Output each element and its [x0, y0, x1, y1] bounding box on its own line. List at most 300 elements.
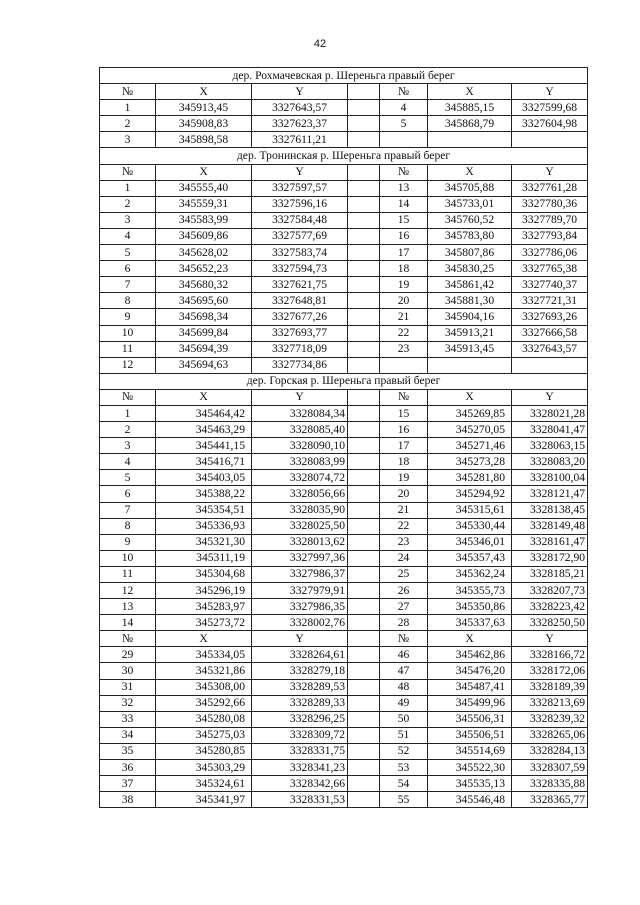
x-coordinate: 345861,42 — [428, 277, 512, 293]
table-row — [100, 357, 588, 373]
column-spacer — [348, 776, 380, 792]
point-number: 14 — [380, 196, 428, 212]
y-coordinate: 3328213,69 — [512, 695, 588, 711]
point-number: 15 — [380, 405, 428, 421]
column-spacer — [348, 100, 380, 116]
column-spacer — [348, 228, 380, 244]
x-coordinate: 345506,51 — [428, 727, 512, 743]
y-coordinate: 3327584,48 — [252, 212, 348, 228]
point-number: 28 — [380, 615, 428, 631]
x-coordinate: 345321,86 — [156, 663, 252, 679]
table-row — [100, 566, 588, 582]
column-spacer — [348, 631, 380, 647]
column-spacer — [348, 534, 380, 550]
y-coordinate: 3327643,57 — [252, 100, 348, 116]
column-spacer — [348, 711, 380, 727]
table-row — [100, 599, 588, 615]
section-troninskaya — [100, 148, 588, 373]
point-number: 27 — [380, 599, 428, 615]
x-coordinate: 345294,92 — [428, 486, 512, 502]
column-spacer — [348, 116, 380, 132]
table-row — [100, 583, 588, 599]
x-coordinate: 345403,05 — [156, 470, 252, 486]
column-spacer — [348, 293, 380, 309]
x-coordinate: 345416,71 — [156, 454, 252, 470]
x-coordinate: 345559,31 — [156, 196, 252, 212]
table-row — [100, 309, 588, 325]
point-number — [380, 357, 428, 373]
table-row — [100, 196, 588, 212]
column-header-row — [100, 84, 588, 100]
x-coordinate — [428, 357, 512, 373]
table-row — [100, 792, 588, 808]
point-number: 13 — [100, 599, 156, 615]
header-y: Y — [512, 84, 588, 100]
column-header-row — [100, 631, 588, 647]
header-number: № — [100, 389, 156, 405]
y-coordinate: 3328090,10 — [252, 438, 348, 454]
x-coordinate: 345334,05 — [156, 647, 252, 663]
point-number: 4 — [100, 228, 156, 244]
y-coordinate: 3327577,69 — [252, 228, 348, 244]
header-number: № — [380, 164, 428, 180]
x-coordinate: 345628,02 — [156, 245, 252, 261]
point-number: 26 — [380, 583, 428, 599]
point-number: 1 — [100, 100, 156, 116]
header-number: № — [380, 84, 428, 100]
x-coordinate: 345462,86 — [428, 647, 512, 663]
column-spacer — [348, 261, 380, 277]
point-number: 3 — [100, 438, 156, 454]
x-coordinate: 345760,52 — [428, 212, 512, 228]
y-coordinate: 3327597,57 — [252, 180, 348, 196]
x-coordinate: 345881,30 — [428, 293, 512, 309]
y-coordinate: 3327740,37 — [512, 277, 588, 293]
y-coordinate: 3327596,16 — [252, 196, 348, 212]
x-coordinate: 345913,21 — [428, 325, 512, 341]
point-number: 6 — [100, 486, 156, 502]
point-number: 20 — [380, 486, 428, 502]
section-title-row — [100, 148, 588, 164]
column-spacer — [348, 583, 380, 599]
point-number: 54 — [380, 776, 428, 792]
point-number: 22 — [380, 518, 428, 534]
x-coordinate: 345337,63 — [428, 615, 512, 631]
point-number: 52 — [380, 743, 428, 759]
x-coordinate: 345270,05 — [428, 422, 512, 438]
x-coordinate: 345362,24 — [428, 566, 512, 582]
x-coordinate: 345281,80 — [428, 470, 512, 486]
point-number: 17 — [380, 438, 428, 454]
table-row — [100, 776, 588, 792]
point-number: 53 — [380, 760, 428, 776]
point-number: 49 — [380, 695, 428, 711]
column-spacer — [348, 422, 380, 438]
y-coordinate: 3328289,33 — [252, 695, 348, 711]
y-coordinate: 3327765,38 — [512, 261, 588, 277]
table-row — [100, 261, 588, 277]
point-number — [380, 132, 428, 148]
point-number: 14 — [100, 615, 156, 631]
point-number: 16 — [380, 228, 428, 244]
x-coordinate: 345341,97 — [156, 792, 252, 808]
y-coordinate: 3328289,53 — [252, 679, 348, 695]
y-coordinate: 3328083,99 — [252, 454, 348, 470]
point-number: 9 — [100, 534, 156, 550]
point-number: 5 — [100, 245, 156, 261]
x-coordinate: 345680,32 — [156, 277, 252, 293]
point-number: 25 — [380, 566, 428, 582]
x-coordinate: 345388,22 — [156, 486, 252, 502]
y-coordinate: 3327986,37 — [252, 566, 348, 582]
column-spacer — [348, 486, 380, 502]
table-row — [100, 615, 588, 631]
table-row — [100, 245, 588, 261]
y-coordinate: 3328265,06 — [512, 727, 588, 743]
point-number: 34 — [100, 727, 156, 743]
y-coordinate: 3328341,23 — [252, 760, 348, 776]
x-coordinate: 345514,69 — [428, 743, 512, 759]
point-number: 30 — [100, 663, 156, 679]
column-spacer — [348, 389, 380, 405]
point-number: 5 — [380, 116, 428, 132]
header-y: Y — [512, 389, 588, 405]
x-coordinate: 345733,01 — [428, 196, 512, 212]
y-coordinate: 3328331,53 — [252, 792, 348, 808]
point-number: 18 — [380, 261, 428, 277]
point-number: 4 — [380, 100, 428, 116]
x-coordinate: 345355,73 — [428, 583, 512, 599]
y-coordinate: 3328166,72 — [512, 647, 588, 663]
point-number: 17 — [380, 245, 428, 261]
x-coordinate: 345506,31 — [428, 711, 512, 727]
x-coordinate: 345324,61 — [156, 776, 252, 792]
y-coordinate: 3328335,88 — [512, 776, 588, 792]
column-spacer — [348, 679, 380, 695]
point-number: 1 — [100, 405, 156, 421]
point-number: 31 — [100, 679, 156, 695]
x-coordinate: 345296,19 — [156, 583, 252, 599]
column-spacer — [348, 196, 380, 212]
header-y: Y — [252, 164, 348, 180]
y-coordinate: 3327734,86 — [252, 357, 348, 373]
column-spacer — [348, 518, 380, 534]
y-coordinate: 3328056,66 — [252, 486, 348, 502]
header-x: X — [428, 631, 512, 647]
header-x: X — [428, 84, 512, 100]
x-coordinate: 345699,84 — [156, 325, 252, 341]
section-title-row — [100, 373, 588, 389]
point-number: 18 — [380, 454, 428, 470]
column-spacer — [348, 615, 380, 631]
y-coordinate: 3328309,72 — [252, 727, 348, 743]
x-coordinate: 345311,19 — [156, 550, 252, 566]
y-coordinate: 3327761,28 — [512, 180, 588, 196]
header-x: X — [156, 389, 252, 405]
x-coordinate: 345868,79 — [428, 116, 512, 132]
point-number: 36 — [100, 760, 156, 776]
y-coordinate: 3328002,76 — [252, 615, 348, 631]
y-coordinate: 3328365,77 — [512, 792, 588, 808]
y-coordinate: 3327721,31 — [512, 293, 588, 309]
y-coordinate — [512, 132, 588, 148]
y-coordinate: 3328207,73 — [512, 583, 588, 599]
y-coordinate: 3328035,90 — [252, 502, 348, 518]
point-number: 6 — [100, 261, 156, 277]
header-number: № — [100, 164, 156, 180]
y-coordinate: 3328063,15 — [512, 438, 588, 454]
x-coordinate: 345830,25 — [428, 261, 512, 277]
column-spacer — [348, 502, 380, 518]
column-spacer — [348, 743, 380, 759]
x-coordinate: 345321,30 — [156, 534, 252, 550]
x-coordinate: 345463,29 — [156, 422, 252, 438]
x-coordinate: 345280,08 — [156, 711, 252, 727]
column-spacer — [348, 695, 380, 711]
point-number: 10 — [100, 325, 156, 341]
table-row — [100, 470, 588, 486]
y-coordinate: 3327979,91 — [252, 583, 348, 599]
x-coordinate: 345555,40 — [156, 180, 252, 196]
point-number: 3 — [100, 132, 156, 148]
y-coordinate: 3328100,04 — [512, 470, 588, 486]
x-coordinate: 345807,86 — [428, 245, 512, 261]
point-number: 7 — [100, 277, 156, 293]
column-spacer — [348, 438, 380, 454]
point-number: 50 — [380, 711, 428, 727]
point-number: 51 — [380, 727, 428, 743]
table-row — [100, 550, 588, 566]
y-coordinate: 3327666,58 — [512, 325, 588, 341]
x-coordinate: 345694,63 — [156, 357, 252, 373]
table-row — [100, 293, 588, 309]
point-number: 2 — [100, 422, 156, 438]
header-x: X — [156, 84, 252, 100]
x-coordinate: 345303,29 — [156, 760, 252, 776]
x-coordinate: 345913,45 — [428, 341, 512, 357]
y-coordinate: 3328189,39 — [512, 679, 588, 695]
table-row — [100, 679, 588, 695]
column-spacer — [348, 454, 380, 470]
header-x: X — [428, 164, 512, 180]
y-coordinate: 3328138,45 — [512, 502, 588, 518]
header-number: № — [380, 389, 428, 405]
x-coordinate: 345273,72 — [156, 615, 252, 631]
table-row — [100, 711, 588, 727]
y-coordinate: 3328342,66 — [252, 776, 348, 792]
y-coordinate: 3327986,35 — [252, 599, 348, 615]
y-coordinate: 3327997,36 — [252, 550, 348, 566]
point-number: 23 — [380, 341, 428, 357]
y-coordinate: 3328025,50 — [252, 518, 348, 534]
table-row — [100, 743, 588, 759]
y-coordinate: 3328279,18 — [252, 663, 348, 679]
column-header-row — [100, 164, 588, 180]
point-number: 24 — [380, 550, 428, 566]
point-number: 55 — [380, 792, 428, 808]
point-number: 13 — [380, 180, 428, 196]
header-y: Y — [252, 389, 348, 405]
column-spacer — [348, 325, 380, 341]
header-y: Y — [252, 631, 348, 647]
table-row — [100, 325, 588, 341]
section-title-row — [100, 68, 588, 84]
point-number: 21 — [380, 502, 428, 518]
y-coordinate: 3327621,75 — [252, 277, 348, 293]
point-number: 9 — [100, 309, 156, 325]
coordinates-table — [99, 67, 588, 808]
header-number: № — [100, 84, 156, 100]
y-coordinate: 3327594,73 — [252, 261, 348, 277]
x-coordinate: 345275,03 — [156, 727, 252, 743]
column-spacer — [348, 405, 380, 421]
x-coordinate: 345522,30 — [428, 760, 512, 776]
x-coordinate: 345271,46 — [428, 438, 512, 454]
x-coordinate: 345269,85 — [428, 405, 512, 421]
x-coordinate: 345695,60 — [156, 293, 252, 309]
column-spacer — [348, 309, 380, 325]
column-spacer — [348, 164, 380, 180]
y-coordinate: 3327583,74 — [252, 245, 348, 261]
y-coordinate: 3328172,06 — [512, 663, 588, 679]
header-y: Y — [512, 164, 588, 180]
section-gorskaya — [100, 373, 588, 808]
point-number: 46 — [380, 647, 428, 663]
x-coordinate: 345913,45 — [156, 100, 252, 116]
point-number: 3 — [100, 212, 156, 228]
x-coordinate: 345885,15 — [428, 100, 512, 116]
y-coordinate: 3327793,84 — [512, 228, 588, 244]
x-coordinate: 345583,99 — [156, 212, 252, 228]
x-coordinate: 345354,51 — [156, 502, 252, 518]
point-number: 47 — [380, 663, 428, 679]
column-spacer — [348, 792, 380, 808]
column-spacer — [348, 132, 380, 148]
y-coordinate — [512, 357, 588, 373]
point-number: 23 — [380, 534, 428, 550]
x-coordinate: 345487,41 — [428, 679, 512, 695]
point-number: 35 — [100, 743, 156, 759]
y-coordinate: 3327693,26 — [512, 309, 588, 325]
table-row — [100, 695, 588, 711]
point-number: 12 — [100, 357, 156, 373]
point-number: 10 — [100, 550, 156, 566]
table-row — [100, 341, 588, 357]
column-spacer — [348, 727, 380, 743]
y-coordinate: 3328074,72 — [252, 470, 348, 486]
table-row — [100, 422, 588, 438]
point-number: 11 — [100, 566, 156, 582]
y-coordinate: 3328083,20 — [512, 454, 588, 470]
x-coordinate: 345904,16 — [428, 309, 512, 325]
y-coordinate: 3328149,48 — [512, 518, 588, 534]
table-row — [100, 180, 588, 196]
y-coordinate: 3328172,90 — [512, 550, 588, 566]
table-row — [100, 760, 588, 776]
x-coordinate: 345441,15 — [156, 438, 252, 454]
column-spacer — [348, 212, 380, 228]
point-number: 19 — [380, 277, 428, 293]
y-coordinate: 3328307,59 — [512, 760, 588, 776]
column-header-row — [100, 389, 588, 405]
column-spacer — [348, 245, 380, 261]
table-row — [100, 132, 588, 148]
y-coordinate: 3327718,09 — [252, 341, 348, 357]
point-number: 2 — [100, 196, 156, 212]
x-coordinate: 345908,83 — [156, 116, 252, 132]
column-spacer — [348, 566, 380, 582]
y-coordinate: 3327677,26 — [252, 309, 348, 325]
x-coordinate: 345694,39 — [156, 341, 252, 357]
point-number: 15 — [380, 212, 428, 228]
y-coordinate: 3328161,47 — [512, 534, 588, 550]
y-coordinate: 3327643,57 — [512, 341, 588, 357]
point-number: 8 — [100, 293, 156, 309]
y-coordinate: 3328021,28 — [512, 405, 588, 421]
point-number: 12 — [100, 583, 156, 599]
x-coordinate: 345783,80 — [428, 228, 512, 244]
x-coordinate: 345273,28 — [428, 454, 512, 470]
x-coordinate: 345304,68 — [156, 566, 252, 582]
point-number: 1 — [100, 180, 156, 196]
y-coordinate: 3328296,25 — [252, 711, 348, 727]
x-coordinate: 345476,20 — [428, 663, 512, 679]
x-coordinate: 345336,93 — [156, 518, 252, 534]
table-row — [100, 486, 588, 502]
x-coordinate: 345546,48 — [428, 792, 512, 808]
y-coordinate: 3328085,40 — [252, 422, 348, 438]
x-coordinate: 345535,13 — [428, 776, 512, 792]
column-spacer — [348, 550, 380, 566]
y-coordinate: 3327599,68 — [512, 100, 588, 116]
table-row — [100, 100, 588, 116]
y-coordinate: 3327623,37 — [252, 116, 348, 132]
table-row — [100, 277, 588, 293]
point-number: 29 — [100, 647, 156, 663]
point-number: 16 — [380, 422, 428, 438]
header-x: X — [428, 389, 512, 405]
header-x: X — [156, 164, 252, 180]
y-coordinate: 3327780,36 — [512, 196, 588, 212]
column-spacer — [348, 663, 380, 679]
column-spacer — [348, 599, 380, 615]
x-coordinate: 345898,58 — [156, 132, 252, 148]
y-coordinate: 3328185,21 — [512, 566, 588, 582]
header-y: Y — [252, 84, 348, 100]
y-coordinate: 3328013,62 — [252, 534, 348, 550]
y-coordinate: 3327789,70 — [512, 212, 588, 228]
x-coordinate: 345283,97 — [156, 599, 252, 615]
point-number: 33 — [100, 711, 156, 727]
y-coordinate: 3328284,13 — [512, 743, 588, 759]
header-y: Y — [512, 631, 588, 647]
y-coordinate: 3328250,50 — [512, 615, 588, 631]
point-number: 48 — [380, 679, 428, 695]
x-coordinate: 345499,96 — [428, 695, 512, 711]
y-coordinate: 3327604,98 — [512, 116, 588, 132]
table-row — [100, 212, 588, 228]
column-spacer — [348, 84, 380, 100]
x-coordinate: 345315,61 — [428, 502, 512, 518]
point-number: 38 — [100, 792, 156, 808]
page-number: 42 — [313, 38, 327, 50]
point-number: 32 — [100, 695, 156, 711]
point-number: 4 — [100, 454, 156, 470]
point-number: 22 — [380, 325, 428, 341]
y-coordinate: 3328239,32 — [512, 711, 588, 727]
table-row — [100, 534, 588, 550]
column-spacer — [348, 341, 380, 357]
